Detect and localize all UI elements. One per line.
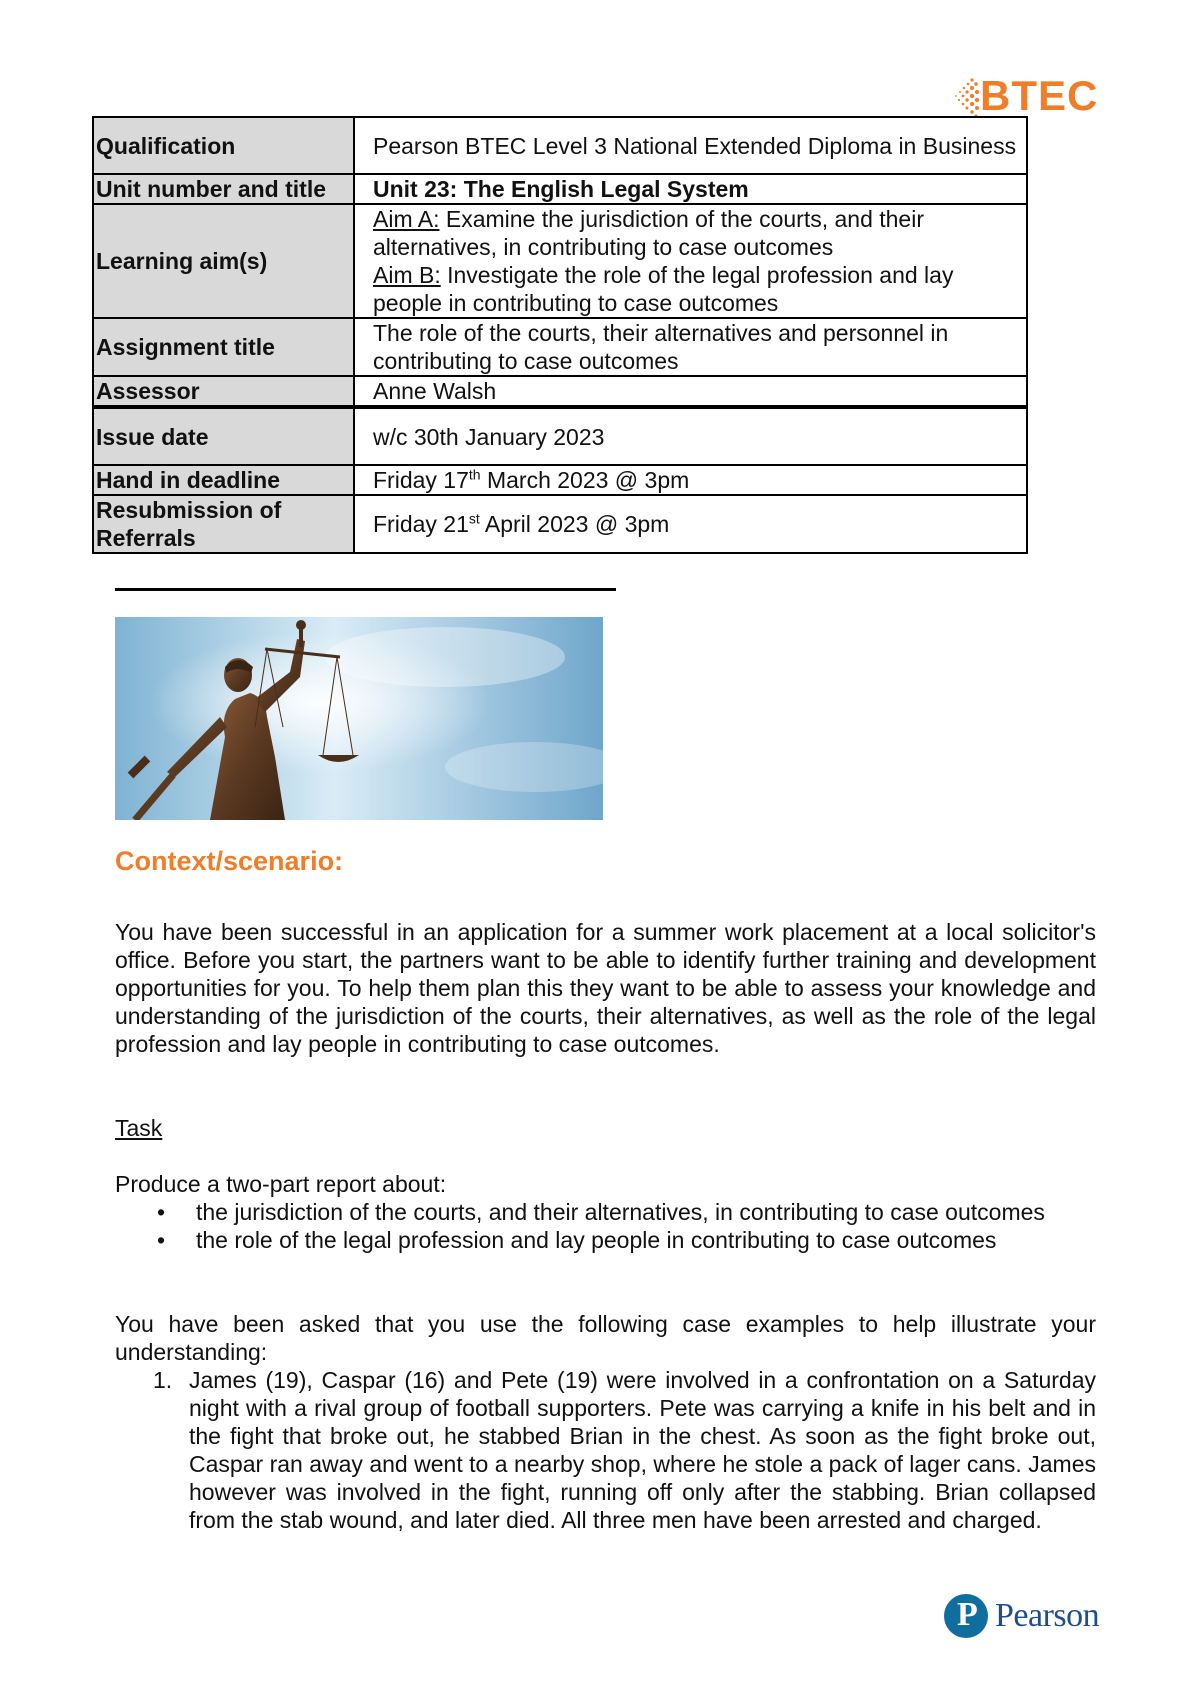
aim-b-prefix: Aim B: xyxy=(373,262,441,288)
list-item xyxy=(115,1198,1096,1226)
case-text: James (19), Caspar (16) and Pete (19) were involved in a confrontation on a Saturday night with a rival group of football supporters. Pete was carrying a knife in his belt and in the fight that broke out, he stabbed Brian in the chest. As soon as the fight broke out, Caspar ran away and went to a nearby shop, where he stole a pack of lager cans. James however was involved in the fight, running off only after the stabbing. Brian collapsed from the stab wound, and later died. All three men have been arrested and charged. xyxy=(189,1367,1096,1533)
task-bullet-list xyxy=(115,1198,1096,1254)
pearson-logo-text: Pearson xyxy=(995,1597,1100,1634)
issue-date-label: Issue date xyxy=(93,407,354,465)
deadline-day: Friday 17 xyxy=(373,467,469,493)
aim-a-text: Examine the jurisdiction of the courts, and their alternatives, in contributing to case outcomes xyxy=(373,206,924,260)
assessor-label: Assessor xyxy=(93,376,354,407)
aim-a xyxy=(373,205,1022,261)
aim-b-text: Investigate the role of the legal profession and lay people in contributing to case outcomes xyxy=(373,262,954,316)
qualification-label: Qualification xyxy=(93,117,354,174)
table-row xyxy=(93,376,1027,407)
horizontal-rule xyxy=(115,588,616,591)
bullet-icon: • xyxy=(157,1227,166,1253)
pearson-logo xyxy=(943,1593,1098,1641)
assessor-value: Anne Walsh xyxy=(354,376,1027,407)
deadline-rest: March 2023 @ 3pm xyxy=(480,467,690,493)
assignment-title-value: The role of the courts, their alternatives and personnel in contributing to case outcomes xyxy=(354,318,1027,376)
qualification-value: Pearson BTEC Level 3 National Extended Diploma in Business xyxy=(354,117,1027,174)
context-heading: Context/scenario: xyxy=(115,846,344,876)
context-paragraph: You have been successful in an application for a summer work placement at a local solicitor's office. Before you start, the partners want to be able to identify further training and development opportunities for you. To help them plan this they want to be able to assess your knowledge and understanding of the jurisdiction of the courts, their alternatives, as well as the role of the legal profession and lay people in contributing to case outcomes. xyxy=(115,919,1096,1057)
bullet-icon: • xyxy=(157,1199,166,1225)
unit-label: Unit number and title xyxy=(93,174,354,204)
resubmission-value xyxy=(354,495,1027,553)
resub-day: Friday 21 xyxy=(373,511,469,537)
table-row xyxy=(93,174,1027,204)
btec-dots-icon xyxy=(950,74,980,120)
lady-justice-image xyxy=(115,617,603,820)
table-row xyxy=(93,318,1027,376)
table-row xyxy=(93,465,1027,495)
pearson-mark-letter: P xyxy=(957,1596,978,1633)
task-heading: Task xyxy=(115,1115,163,1141)
deadline-value xyxy=(354,465,1027,495)
aim-b xyxy=(373,261,1022,317)
list-item xyxy=(115,1366,1096,1534)
deadline-label: Hand in deadline xyxy=(93,465,354,495)
list-item xyxy=(115,1226,1096,1254)
resub-rest: April 2023 @ 3pm xyxy=(479,511,670,537)
assignment-info-table xyxy=(92,116,1028,554)
btec-logo-text: BTEC xyxy=(980,72,1099,119)
assignment-title-label: Assignment title xyxy=(93,318,354,376)
aim-a-prefix: Aim A: xyxy=(373,206,440,232)
case-examples-list xyxy=(115,1366,1096,1534)
issue-date-value: w/c 30th January 2023 xyxy=(354,407,1027,465)
case-examples-intro: You have been asked that you use the following case examples to help illustrate your understanding: xyxy=(115,1311,1096,1365)
unit-value: Unit 23: The English Legal System xyxy=(354,174,1027,204)
resub-ordinal: st xyxy=(468,510,480,527)
table-row xyxy=(93,204,1027,318)
bullet-text: the role of the legal profession and lay people in contributing to case outcomes xyxy=(196,1227,997,1253)
table-row xyxy=(93,495,1027,553)
learning-aims-label: Learning aim(s) xyxy=(93,204,354,318)
case-number: 1. xyxy=(153,1367,173,1393)
task-intro: Produce a two-part report about: xyxy=(115,1171,447,1197)
btec-logo xyxy=(950,72,1099,120)
bullet-text: the jurisdiction of the courts, and their alternatives, in contributing to case outcomes xyxy=(196,1199,1045,1225)
table-row xyxy=(93,117,1027,174)
resubmission-label: Resubmission of Referrals xyxy=(93,495,354,553)
table-row xyxy=(93,407,1027,465)
deadline-ordinal: th xyxy=(468,466,481,483)
learning-aims-value xyxy=(354,204,1027,318)
